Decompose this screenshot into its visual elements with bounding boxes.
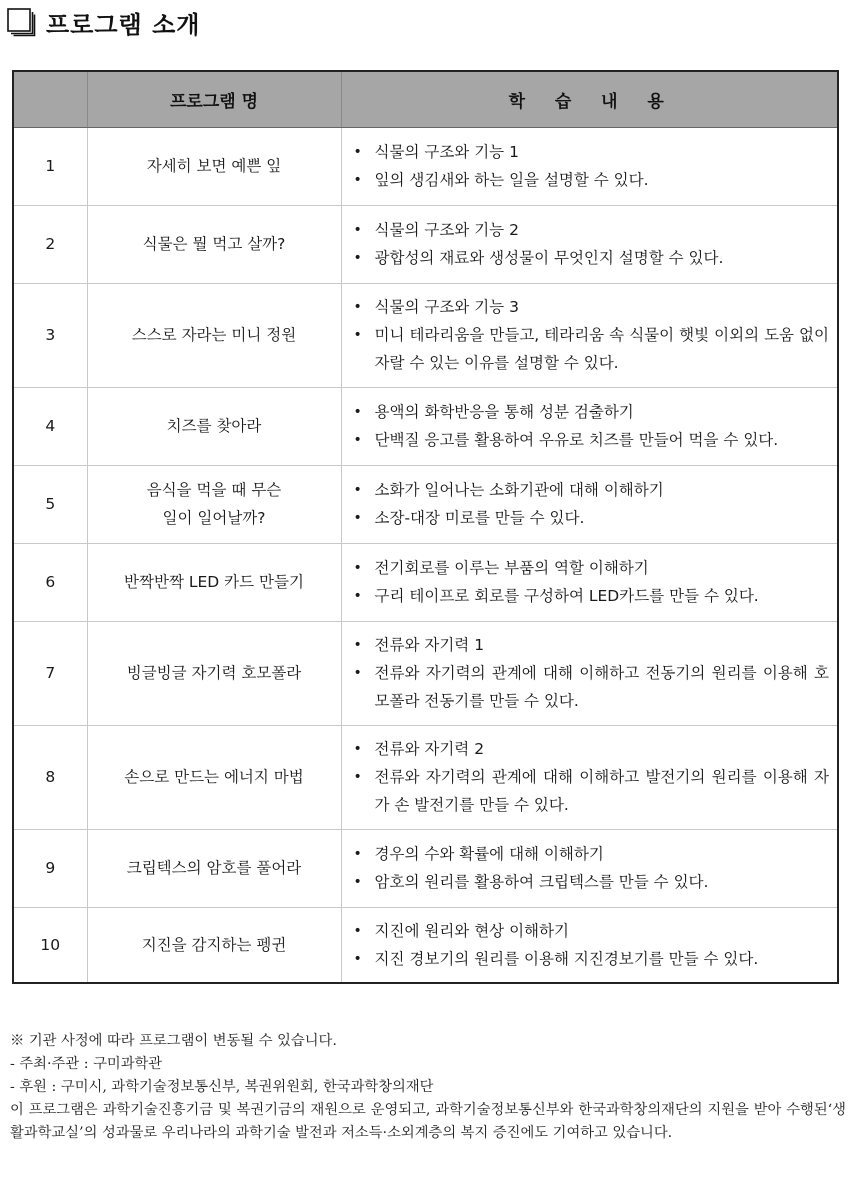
learning-content	[341, 465, 838, 543]
content-item: • 전류와 자기력의 관계에 대해 이해하고 발전기의 원리를 이용해 자가 손 발전기를 만들 수 있다.	[352, 763, 830, 819]
table-row	[13, 127, 838, 205]
table-row	[13, 621, 838, 725]
learning-content	[341, 621, 838, 725]
row-number: 3	[13, 283, 87, 387]
content-item: • 단백질 응고를 활용하여 우유로 치즈를 만들어 먹을 수 있다.	[352, 426, 830, 454]
program-name: 반짝반짝 LED 카드 만들기	[87, 543, 341, 621]
table-row	[13, 725, 838, 829]
table-row	[13, 829, 838, 907]
program-name: 스스로 자라는 미니 정원	[87, 283, 341, 387]
table-row	[13, 543, 838, 621]
content-item: • 식물의 구조와 기능 1	[352, 138, 830, 166]
content-item: • 용액의 화학반응을 통해 성분 검출하기	[352, 398, 830, 426]
learning-content	[341, 829, 838, 907]
page-title: 프로그램 소개	[46, 10, 201, 39]
program-name: 지진을 감지하는 펭귄	[87, 907, 341, 983]
row-number: 6	[13, 543, 87, 621]
content-item: • 전기회로를 이루는 부품의 역할 이해하기	[352, 554, 830, 582]
learning-content	[341, 543, 838, 621]
content-item: • 소장-대장 미로를 만들 수 있다.	[352, 504, 830, 532]
learning-content	[341, 725, 838, 829]
sponsor-text: - 후원 : 구미시, 과학기술정보통신부, 복권위원회, 한국과학창의재단	[10, 1079, 434, 1095]
checkbox-icon	[6, 7, 36, 37]
program-name: 빙글빙글 자기력 호모폴라	[87, 621, 341, 725]
content-item: • 전류와 자기력 1	[352, 631, 830, 659]
row-number: 4	[13, 387, 87, 465]
notes-section	[10, 1030, 846, 1145]
row-number: 9	[13, 829, 87, 907]
content-item: • 광합성의 재료와 생성물이 무엇인지 설명할 수 있다.	[352, 244, 830, 272]
table-row	[13, 387, 838, 465]
row-number: 10	[13, 907, 87, 983]
content-item: • 식물의 구조와 기능 3	[352, 293, 830, 321]
learning-content	[341, 205, 838, 283]
program-name: 음식을 먹을 때 무슨 일이 일어날까?	[87, 465, 341, 543]
content-item: • 미니 테라리움을 만들고, 테라리움 속 식물이 햇빛 이외의 도움 없이 자랄 수 있는 이유를 설명할 수 있다.	[352, 321, 830, 377]
content-item: • 지진에 원리와 현상 이해하기	[352, 917, 830, 945]
content-item: • 전류와 자기력의 관계에 대해 이해하고 전동기의 원리를 이용해 호모폴라 전동기를 만들 수 있다.	[352, 659, 830, 715]
table-row	[13, 205, 838, 283]
content-item: • 소화가 일어나는 소화기관에 대해 이해하기	[352, 476, 830, 504]
learning-content	[341, 127, 838, 205]
table-row	[13, 907, 838, 983]
learning-content	[341, 283, 838, 387]
content-item: • 암호의 원리를 활용하여 크립텍스를 만들 수 있다.	[352, 868, 830, 896]
row-number: 1	[13, 127, 87, 205]
content-item: • 전류와 자기력 2	[352, 735, 830, 763]
organizer-text: - 주최·주관 : 구미과학관	[10, 1056, 163, 1072]
program-name: 식물은 뭘 먹고 살까?	[87, 205, 341, 283]
program-name: 손으로 만드는 에너지 마법	[87, 725, 341, 829]
column-header-content-label: 학 습 내 용	[508, 91, 670, 112]
row-number: 8	[13, 725, 87, 829]
funding-description: 이 프로그램은 과학기술진흥기금 및 복권기금의 재원으로 운영되고, 과학기술정보통신부와 한국과학창의재단의 지원을 받아 수행된‘생활과학교실’의 성과물로 우리나라의 과학기술 발전과 저소득·소외계층의 복지 증진에도 기여하고 있습니다.	[10, 1102, 846, 1141]
table-row	[13, 283, 838, 387]
program-table	[12, 70, 839, 984]
content-item: • 지진 경보기의 원리를 이용해 지진경보기를 만들 수 있다.	[352, 945, 830, 973]
program-name: 자세히 보면 예쁜 잎	[87, 127, 341, 205]
content-item: • 잎의 생김새와 하는 일을 설명할 수 있다.	[352, 166, 830, 194]
column-header-program-name: 프로그램 명	[87, 71, 341, 127]
row-number: 5	[13, 465, 87, 543]
column-header-content	[341, 71, 838, 127]
row-number: 2	[13, 205, 87, 283]
program-name: 크립텍스의 암호를 풀어라	[87, 829, 341, 907]
table-row	[13, 465, 838, 543]
column-header-number	[13, 71, 87, 127]
table-header-row	[13, 71, 838, 127]
learning-content	[341, 387, 838, 465]
section-header	[6, 4, 200, 40]
learning-content	[341, 907, 838, 983]
content-item: • 구리 테이프로 회로를 구성하여 LED카드를 만들 수 있다.	[352, 582, 830, 610]
program-name: 치즈를 찾아라	[87, 387, 341, 465]
content-item: • 식물의 구조와 기능 2	[352, 216, 830, 244]
content-item: • 경우의 수와 확률에 대해 이해하기	[352, 840, 830, 868]
row-number: 7	[13, 621, 87, 725]
notice-text: ※ 기관 사정에 따라 프로그램이 변동될 수 있습니다.	[10, 1033, 337, 1049]
